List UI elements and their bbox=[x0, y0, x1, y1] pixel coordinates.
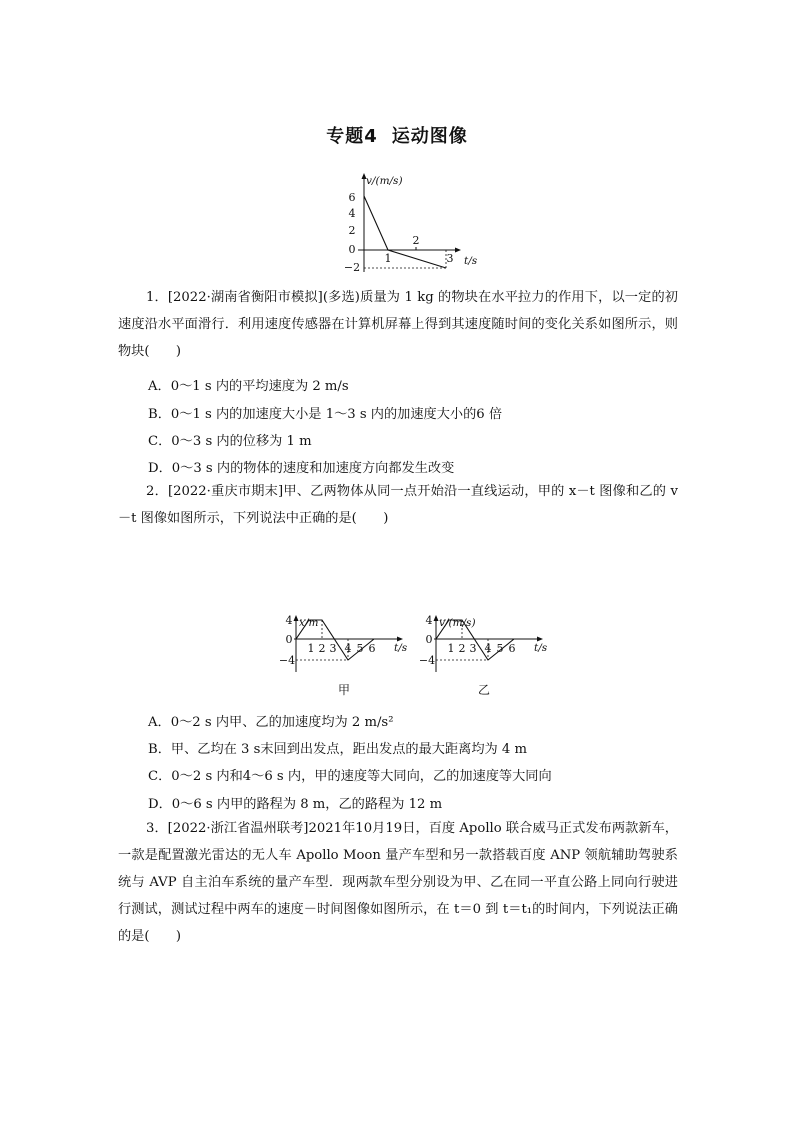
question-1-stem: 1．[2022·湖南省衡阳市模拟](多选)质量为 1 kg 的物块在水平拉力的作用下，以一定的初速度沿水平面滑行．利用速度传感器在计算机屏幕上得到其速度随时间的变化关系如图所示，则物块( ) bbox=[118, 290, 678, 359]
fig2b-xtick: 4 bbox=[484, 642, 492, 655]
fig1-x-arrow bbox=[455, 248, 461, 253]
q1-option-a[interactable]: A．0～1 s 内的平均速度为 2 m/s bbox=[148, 379, 349, 394]
fig1-xlabel: t/s bbox=[464, 255, 478, 267]
fig2a-xtick: 3 bbox=[329, 642, 337, 655]
fig2b-ytick: 4 bbox=[425, 614, 433, 627]
figure-1-vt-graph bbox=[330, 170, 490, 278]
fig2b-xtick: 3 bbox=[469, 642, 477, 655]
fig1-xtick: 1 bbox=[384, 252, 392, 265]
title-topic: 专题4 bbox=[326, 126, 378, 147]
fig2b-ytick: 0 bbox=[425, 633, 433, 646]
title-subject: 运动图像 bbox=[391, 126, 468, 147]
fig1-ylabel: v/(m/s) bbox=[366, 175, 403, 187]
fig2b-xlabel: t/s bbox=[534, 642, 548, 654]
fig2a-ylabel: x/m bbox=[299, 617, 319, 629]
fig1-velocity-line bbox=[364, 196, 446, 268]
fig1-ytick: 0 bbox=[348, 243, 356, 256]
question-3-stem: 3．[2022·浙江省温州联考]2021年10月19日，百度 Apollo 联合威马正式发布两款新车，一款是配置激光雷达的无人车 Apollo Moon 量产车型和另一款搭载百度 ANP 领航辅助驾驶系统与 AVP 自主泊车系统的量产车型．现两款车型分别设为甲、乙在同一平直公路上同向行驶进行测试，测试过程中两车的速度－时间图像如图所示，在 t＝0 到 t＝t₁的时间内，下列说法正确的是( ) bbox=[118, 821, 678, 944]
fig2a-xtick: 6 bbox=[368, 642, 376, 655]
fig1-ytick: 4 bbox=[348, 207, 356, 220]
fig2b-xtick: 2 bbox=[458, 642, 466, 655]
fig2a-ytick: 0 bbox=[285, 633, 293, 646]
fig2a-caption: 甲 bbox=[337, 683, 351, 697]
q1-option-d[interactable]: D．0～3 s 内的物体的速度和加速度方向都发生改变 bbox=[148, 461, 455, 476]
q2-option-d[interactable]: D．0～6 s 内甲的路程为 8 m，乙的路程为 12 m bbox=[148, 797, 443, 812]
fig2a-ytick: 4 bbox=[285, 614, 293, 627]
figure-2-xt-graph bbox=[278, 612, 413, 702]
fig2b-xtick: 5 bbox=[496, 642, 504, 655]
fig2b-caption: 乙 bbox=[477, 683, 491, 697]
fig2b-ytick: −4 bbox=[418, 654, 436, 667]
fig2b-ylabel: v/(m/s) bbox=[439, 617, 476, 629]
fig1-ytick: 2 bbox=[348, 224, 356, 237]
graph-line bbox=[537, 637, 543, 642]
q1-option-b[interactable]: B．0～1 s 内的加速度大小是 1～3 s 内的加速度大小的6 倍 bbox=[148, 407, 503, 422]
q1-option-c[interactable]: C．0～3 s 内的位移为 1 m bbox=[148, 434, 312, 449]
fig2b-xtick: 1 bbox=[447, 642, 455, 655]
fig2a-xtick: 1 bbox=[307, 642, 315, 655]
graph-line bbox=[397, 637, 403, 642]
fig1-ytick: −2 bbox=[343, 261, 361, 274]
fig2a-ytick: −4 bbox=[278, 654, 296, 667]
figure-2-vt-graph bbox=[418, 612, 553, 702]
q2-option-c[interactable]: C．0～2 s 内和4～6 s 内，甲的速度等大同向，乙的加速度等大同向 bbox=[148, 769, 552, 784]
fig2a-xtick: 4 bbox=[344, 642, 352, 655]
q2-option-a[interactable]: A．0～2 s 内甲、乙的加速度均为 2 m/s² bbox=[148, 715, 394, 730]
q2-option-b[interactable]: B．甲、乙均在 3 s末回到出发点，距出发点的最大距离均为 4 m bbox=[148, 742, 528, 757]
fig2a-xlabel: t/s bbox=[394, 642, 408, 654]
page-title bbox=[0, 122, 794, 148]
fig2a-xtick: 2 bbox=[318, 642, 326, 655]
fig2b-xtick: 6 bbox=[508, 642, 516, 655]
fig2a-xtick: 5 bbox=[356, 642, 364, 655]
fig1-xtick: 3 bbox=[446, 252, 454, 265]
fig1-xtick: 2 bbox=[412, 234, 420, 247]
question-2-stem: 2．[2022·重庆市期末]甲、乙两物体从同一点开始沿一直线运动，甲的 x－t 图像和乙的 v－t 图像如图所示，下列说法中正确的是( ) bbox=[118, 484, 678, 526]
fig1-ytick: 6 bbox=[348, 191, 356, 204]
